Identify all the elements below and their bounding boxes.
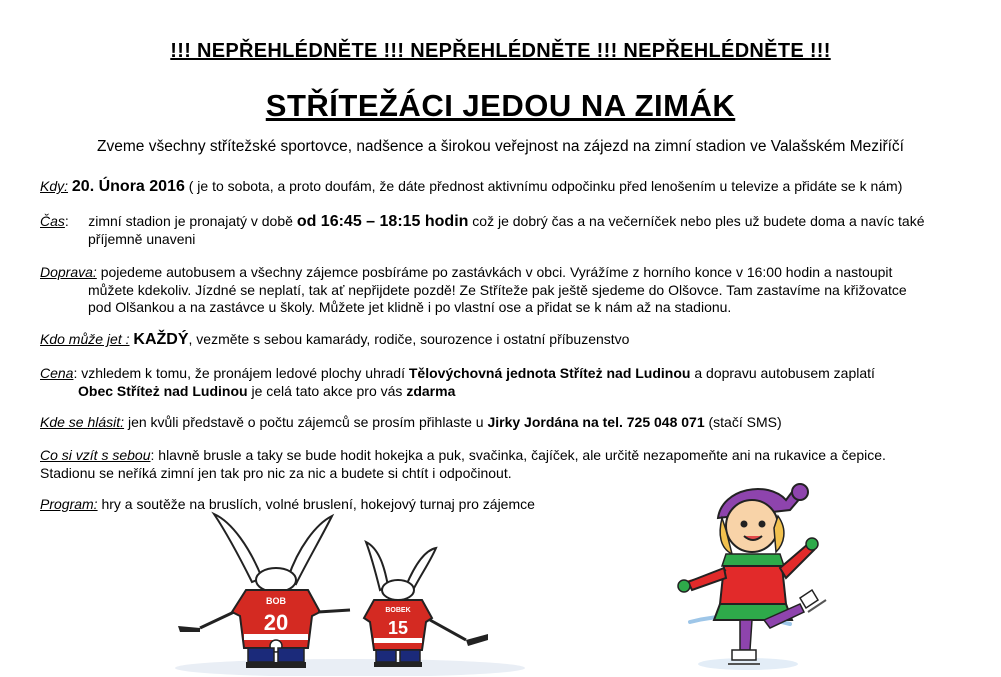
bob-bobek-illustration	[170, 508, 530, 676]
section-kdy	[40, 178, 960, 196]
page-title: STŘÍTEŽÁCI JEDOU NA ZIMÁK	[265, 88, 736, 123]
program-text: hry a soutěže na bruslích, volné bruslení, hokejový turnaj pro zájemce	[97, 496, 535, 512]
cena-text2: a dopravu autobusem zaplatí	[690, 365, 875, 381]
cas-text-after: což je dobrý čas a na večerníček nebo ples už budete doma a navíc také	[468, 213, 925, 229]
cena-label: Cena	[40, 365, 74, 381]
prihlaseni-text2: (stačí SMS)	[704, 414, 782, 430]
event-time: od 16:45 – 18:15 hodin	[296, 213, 469, 230]
section-prihlaseni	[40, 414, 960, 432]
bob-number: 20	[263, 610, 289, 635]
doprava-label: Doprava:	[40, 264, 97, 280]
vzit-label: Co si vzít s sebou	[40, 447, 151, 463]
section-doprava	[40, 264, 960, 317]
contact-phone: Jirky Jordána na tel. 725 048 071	[487, 414, 705, 430]
doprava-line2: můžete kdekoliv. Jízdné se neplatí, tak ať nepřijdete pozdě! Ze Střítežе pak ještě sjedeme do Olšovce. Tam zastavíme na křižovatce	[88, 281, 907, 298]
vzit-line1: : hlavně brusle a taky se bude hodit hokejka a puk, svačinka, čajíček, ale určitě nezapomeňte ani na rukavice a čepice.	[150, 447, 886, 463]
kdo-who: KAŽDÝ	[133, 331, 189, 348]
bob-figure	[178, 514, 350, 668]
cena-text1: : vzhledem k tomu, že pronájem ledové plochy uhradí	[73, 365, 409, 381]
program-label: Program:	[40, 496, 98, 512]
cena-free: zdarma	[406, 382, 456, 399]
cena-org2: Obec Stříteż nad Ludinou	[78, 382, 248, 399]
cena-org1: Tělovýchovná jednota Stříteż nad Ludinou	[408, 365, 691, 381]
bobek-name: BOBEK	[385, 607, 411, 614]
cena-text3: je celá tato akce pro vás	[247, 382, 407, 399]
intro-text: Zveme všechny střítežské sportovce, nadšence a širokou veřejnost na zájezd na zimní stadion ve Valašském Meziříčí	[97, 138, 904, 155]
banner-heading: !!! NEPŘEHLÉDNĚTE !!! NEPŘEHLÉDNĚTE !!! NEPŘEHLÉDNĚTE !!!	[170, 40, 831, 62]
vzit-line2: Stadionu se neříká zimní jen tak pro nic za nic a budete si chtít i odpočinout.	[40, 464, 512, 481]
bobek-figure	[364, 542, 488, 667]
kdy-label: Kdy:	[40, 178, 69, 194]
kdo-label: Kdo může jet :	[40, 331, 130, 347]
prihlaseni-label: Kde se hlásit:	[40, 414, 125, 430]
kdo-text: , vezměte s sebou kamarády, rodiče, sourozence i ostatní příbuzenstvo	[188, 331, 630, 347]
bob-name: BOB	[266, 596, 286, 606]
section-cas	[40, 213, 960, 248]
section-cena	[40, 365, 960, 400]
doprava-line1: pojedeme autobusem a všechny zájemce posbíráme po zastávkách v obci. Vyrážíme z horního konce v 16:00 hodin a nastoupit	[96, 264, 893, 280]
cas-line2: příjemně unaveni	[88, 230, 196, 247]
kdy-text: ( je to sobota, a proto doufám, že dáte přednost aktivnímu odpočinku před lenošením u televize a přidáte se k nám)	[188, 178, 903, 194]
cas-text-before: : zimní stadion je pronajatý v době	[64, 213, 297, 229]
prihlaseni-text1: jen kvůli představě o počtu zájemců se prosím přihlaste u	[124, 414, 488, 430]
cas-label: Čas	[40, 213, 65, 229]
bobek-number: 15	[387, 618, 409, 638]
skating-girl-illustration	[660, 474, 840, 674]
event-date: 20. Února 2016	[71, 178, 185, 195]
section-kdo	[40, 331, 960, 349]
doprava-line3: pod Olšankou a na zastávce u školy. Můžete jet klidně i po vlastní ose a přidat se k nám až na stadionu.	[88, 299, 732, 315]
